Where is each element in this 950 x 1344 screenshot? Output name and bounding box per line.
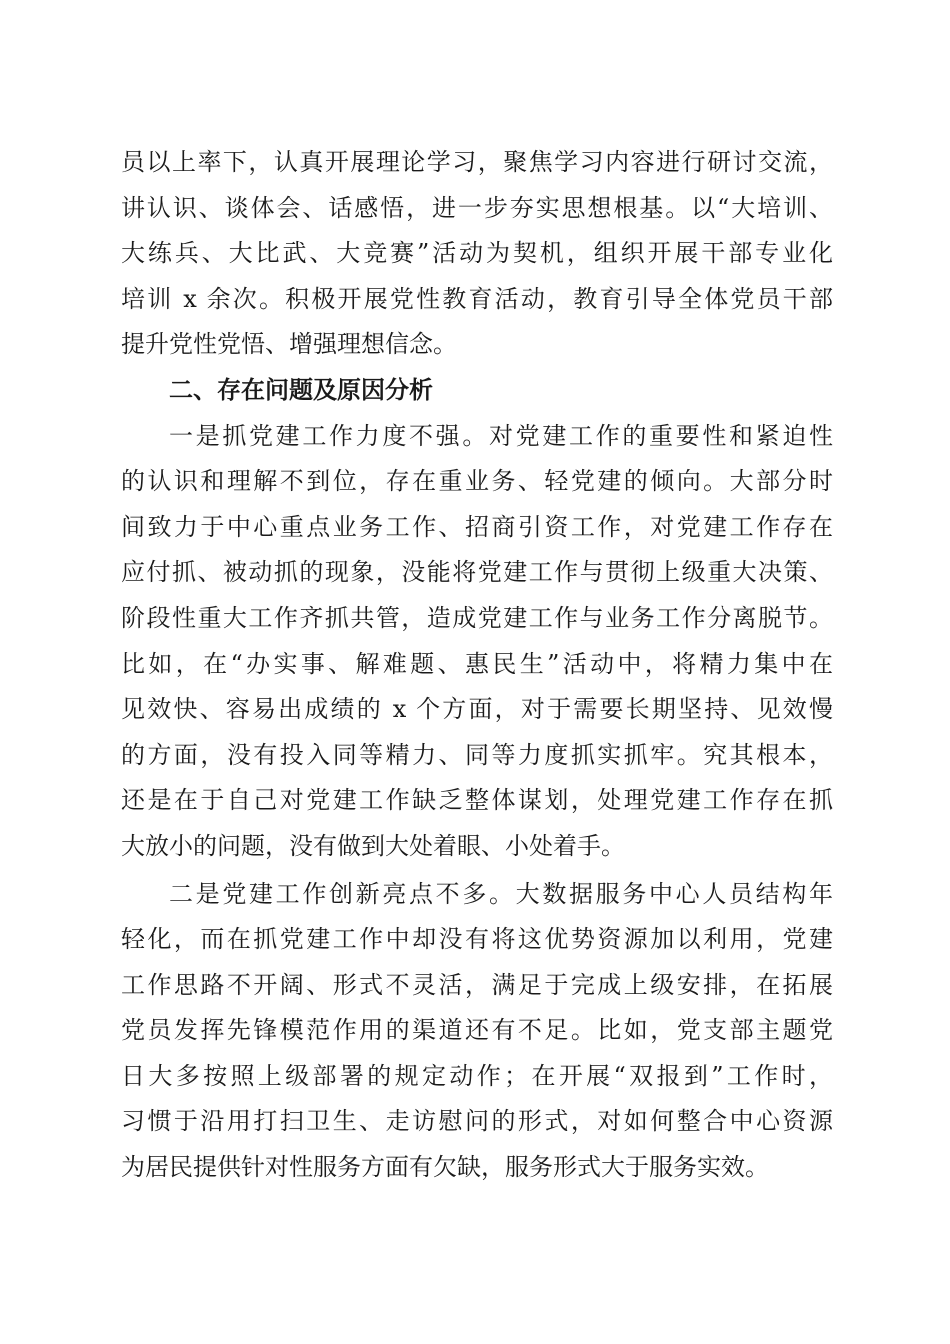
- text-line: 的方面，没有投入同等精力、同等力度抓实抓牢。究其根本，: [121, 740, 833, 769]
- text-line: 培训 x 余次。积极开展党性教育活动，教育引导全体党员干部: [121, 284, 833, 313]
- text-line: 轻化，而在抓党建工作中却没有将这优势资源加以利用，党建: [121, 925, 833, 954]
- text-line: 日大多按照上级部署的规定动作；在开展“双报到”工作时，: [121, 1061, 833, 1090]
- text-line: 大练兵、大比武、大竞赛”活动为契机，组织开展干部专业化: [121, 239, 833, 268]
- section-heading: 二、存在问题及原因分析: [169, 375, 433, 404]
- text-line: 为居民提供针对性服务方面有欠缺，服务形式大于服务实效。: [121, 1153, 769, 1182]
- text-line: 讲认识、谈体会、话感悟，进一步夯实思想根基。以“大培训、: [121, 193, 833, 222]
- text-line: 习惯于沿用打扫卫生、走访慰问的形式，对如何整合中心资源: [121, 1107, 833, 1136]
- text-line: 见效快、容易出成绩的 x 个方面，对于需要长期坚持、见效慢: [121, 695, 833, 724]
- text-line: 二是党建工作创新亮点不多。大数据服务中心人员结构年: [169, 879, 833, 908]
- text-line: 提升党性党悟、增强理想信念。: [121, 330, 457, 359]
- text-line: 还是在于自己对党建工作缺乏整体谋划，处理党建工作存在抓: [121, 786, 833, 815]
- text-line: 间致力于中心重点业务工作、招商引资工作，对党建工作存在: [121, 512, 833, 541]
- text-line: 大放小的问题，没有做到大处着眼、小处着手。: [121, 831, 625, 860]
- paragraph-problem-one: [121, 414, 833, 870]
- text-line: 比如，在“办实事、解难题、惠民生”活动中，将精力集中在: [121, 649, 833, 678]
- text-line: 党员发挥先锋模范作用的渠道还有不足。比如，党支部主题党: [121, 1016, 833, 1045]
- text-line: 应付抓、被动抓的现象，没能将党建工作与贯彻上级重大决策、: [121, 558, 833, 587]
- paragraph-problem-two: [121, 872, 833, 1191]
- text-line: 阶段性重大工作齐抓共管，造成党建工作与业务工作分离脱节。: [121, 603, 833, 632]
- text-line: 的认识和理解不到位，存在重业务、轻党建的倾向。大部分时: [121, 467, 833, 496]
- text-line: 员以上率下，认真开展理论学习，聚焦学习内容进行研讨交流，: [121, 148, 833, 176]
- text-line: 一是抓党建工作力度不强。对党建工作的重要性和紧迫性: [169, 421, 833, 450]
- text-line: 工作思路不开阔、形式不灵活，满足于完成上级安排，在拓展: [121, 970, 833, 999]
- document-body: [121, 140, 833, 1191]
- paragraph-study-training: [121, 140, 833, 368]
